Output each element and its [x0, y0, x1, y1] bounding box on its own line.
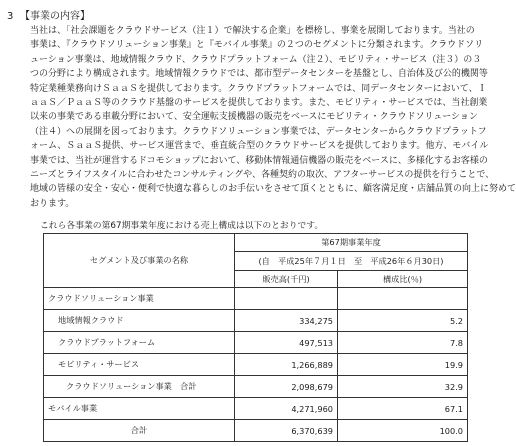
paragraph-line: ューション事業は、地域情報クラウド、クラウドプラットフォーム（注２）、モビリティ・サービス（注３）の３: [30, 54, 482, 65]
paragraph-line: ａａＳ／ＰａａＳ等のクラウド基盤のサービスを提供しております。また、モビリティ・サービスでは、当社創業: [30, 97, 488, 108]
sales-value: 497,513: [235, 332, 338, 354]
table-row: [44, 398, 468, 420]
table-row: [44, 354, 468, 376]
paragraph-line: ォーム、ＳａａＳ提供、サービス運営まで、垂直統合型のクラウドサービスを提供しております。他方、モバイル: [30, 141, 489, 152]
segment-name: モバイル事業: [44, 398, 235, 420]
table-row: [44, 332, 468, 354]
sales-column-header: 販売高(千円): [235, 271, 338, 288]
table-row: [44, 420, 468, 442]
section-number: 3: [7, 11, 14, 22]
segment-header: セグメント及び事業の名称: [44, 234, 235, 288]
sales-value: 2,098,679: [235, 376, 338, 398]
paragraph-line: （注４）への展開を図っております。クラウドソリューション事業では、データセンターからクラウドプラットフ: [30, 126, 487, 137]
paragraph-line: 特定業種業務向けＳａａＳを提供しております。クラウドプラットフォームでは、同データセンターにおいて、Ｉ: [30, 83, 487, 94]
table-row: [44, 288, 468, 310]
table-intro: これら各事業の第67期事業年度における売上構成は以下のとおりです。: [40, 221, 324, 231]
segment-name: クラウドプラットフォーム: [44, 332, 235, 354]
ratio-value: 5.2: [338, 310, 468, 332]
section-title: 【事業の内容】: [20, 11, 90, 22]
paragraph-line: 地域の皆様の安全・安心・便利で快適な暮らしのお手伝いをさせて頂くとともに、顧客満足度・店舗品質の向上に努めて: [30, 184, 516, 195]
ratio-value: 32.9: [338, 376, 468, 398]
paragraph-line: おります。: [30, 198, 75, 209]
ratio-value: [338, 288, 468, 310]
paragraph-line: 当社は、「社会課題をクラウドサービス（注１）で解決する企業」を標榜し、事業を展開しております。当社の: [30, 26, 475, 36]
segment-name: 地域情報クラウド: [44, 310, 235, 332]
section-heading: [7, 10, 90, 23]
table-row: [44, 376, 468, 398]
paragraph-line: ニーズとライフスタイルに合わせたコンサルティングや、各種契約の取次、アフターサービスの提供を行うことで、: [30, 169, 495, 180]
ratio-value: 67.1: [338, 398, 468, 420]
ratio-column-header: 構成比(％): [338, 271, 468, 288]
sales-composition-table: [43, 233, 468, 442]
ratio-value: 19.9: [338, 354, 468, 376]
sales-value: 6,370,639: [235, 420, 338, 442]
sales-value: 4,271,960: [235, 398, 338, 420]
ratio-value: 100.0: [338, 420, 468, 442]
segment-subtotal-label: クラウドソリューション事業 合計: [44, 376, 235, 398]
period-title: 第67期事業年度: [235, 234, 468, 252]
grand-total-label: 合計: [44, 420, 235, 442]
paragraph-line: 以来の事業である車載分野において、安全運転支援機器の販売をベースにモビリティ・クラウドソリューション: [30, 112, 478, 123]
paragraph-line: つの分野により構成されます。地域情報クラウドでは、都市型データセンターを基盤とし、自治体及び公的機関等: [30, 69, 488, 80]
segment-name: クラウドソリューション事業: [44, 288, 235, 310]
table-row: [44, 310, 468, 332]
ratio-value: 7.8: [338, 332, 468, 354]
period-range: (自 平成25年７月１日 至 平成26年６月30日): [235, 252, 468, 271]
paragraph-line: 事業では、当社が運営するドコモショップにおいて、移動体情報通信機器の販売をベースに、多様化するお客様の: [30, 155, 488, 166]
sales-value: 334,275: [235, 310, 338, 332]
business-description: [30, 24, 516, 211]
sales-value: [235, 288, 338, 310]
paragraph-line: 事業は、『クラウドソリューション事業』と『モバイル事業』の２つのセグメントに分類されます。クラウドソリ: [30, 40, 484, 51]
sales-value: 1,266,889: [235, 354, 338, 376]
segment-name: モビリティ・サービス: [44, 354, 235, 376]
